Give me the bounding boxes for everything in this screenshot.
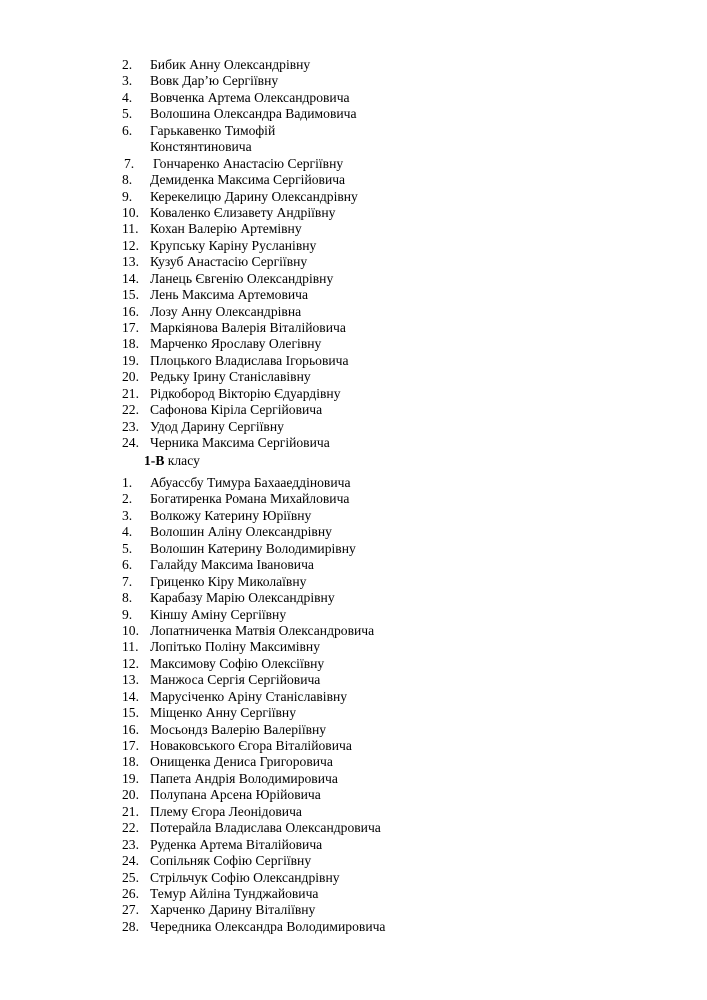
- student-name: Кохан Валерію Артемівну: [150, 221, 302, 237]
- list-item-number: 6.: [122, 557, 133, 573]
- student-name: Папета Андрія Володимировича: [150, 770, 338, 786]
- list-item-number: 13.: [122, 672, 139, 688]
- list-item-number: 1.: [122, 475, 133, 490]
- student-name: Кузуб Анастасію Сергіївну: [150, 254, 308, 270]
- student-name: Волошина Олександра Вадимовича: [150, 106, 357, 122]
- student-name: Абуассбу Тимура Бахааеддіновича: [150, 475, 351, 490]
- list-item-number: 27.: [122, 902, 139, 918]
- student-name: Рідкобород Вікторію Єдуардівну: [150, 385, 341, 401]
- list-item-number: 7.: [122, 573, 133, 589]
- list-item-number: 15.: [122, 705, 139, 721]
- student-name: Манжоса Сергія Сергійовича: [150, 672, 321, 688]
- class-heading-label: класу: [164, 453, 200, 468]
- student-name: Вовченка Артема Олександровича: [150, 89, 350, 105]
- list-item-number: 4.: [122, 89, 133, 105]
- list-item-number: 14.: [122, 688, 139, 704]
- student-name: Темур Айліна Тунджайовича: [150, 885, 319, 901]
- list-item-number: 16.: [122, 721, 139, 737]
- student-name: Лень Максима Артемовича: [150, 287, 309, 303]
- student-name: Галайду Максима Івановича: [150, 557, 314, 573]
- list-item-number: 8.: [122, 172, 133, 188]
- list-item-number: 26.: [122, 885, 139, 901]
- list-item-number: 23.: [122, 418, 139, 434]
- list-item-number: 5.: [122, 106, 133, 122]
- student-name: Гончаренко Анастасію Сергіївну: [153, 155, 344, 171]
- student-name: Богатиренка Романа Михайловича: [150, 491, 350, 507]
- list-item-number: 8.: [122, 590, 133, 606]
- student-name: Крупську Каріну Русланівну: [150, 237, 317, 253]
- list-item-number: 15.: [122, 287, 139, 303]
- student-name: Потерайла Владислава Олександровича: [150, 820, 381, 836]
- list-item-number: 17.: [122, 320, 139, 336]
- list-item-number: 3.: [122, 507, 133, 523]
- list-item-number: 22.: [122, 402, 139, 418]
- list-item-number: 18.: [122, 754, 139, 770]
- student-name: Кіншу Аміну Сергіївну: [150, 606, 287, 622]
- list-item-number: 21.: [122, 803, 139, 819]
- student-name: Керекелицю Дарину Олександрівну: [150, 188, 358, 204]
- list-item-number: 10.: [122, 622, 139, 638]
- list-item-number: 12.: [122, 237, 139, 253]
- list-item-number: 19.: [122, 770, 139, 786]
- list-item-number: 11.: [122, 639, 139, 655]
- list-item-number: 20.: [122, 787, 139, 803]
- list-item-number: 11.: [122, 221, 139, 237]
- student-name: Вовк Дар’ю Сергіївну: [150, 73, 279, 89]
- list-item-number: 19.: [122, 352, 139, 368]
- student-name: Лопітько Поліну Максимівну: [150, 639, 321, 655]
- list-item-number: 20.: [122, 369, 139, 385]
- list-item-number: 9.: [122, 188, 133, 204]
- student-name: Волошин Катерину Володимирівну: [150, 540, 356, 556]
- student-name: Гарькавенко Тимофій Констянтиновича: [150, 122, 276, 155]
- student-name: Лопатниченка Матвія Олександровича: [150, 622, 375, 638]
- list-item-number: 28.: [122, 918, 139, 934]
- list-item-number: 14.: [122, 270, 139, 286]
- student-name: Карабазу Марію Олександрівну: [150, 590, 335, 606]
- list-item-number: 9.: [122, 606, 133, 622]
- student-name: Лозу Анну Олександрівна: [150, 303, 302, 319]
- student-name: Марченко Ярославу Олегівну: [150, 336, 322, 352]
- list-item-number: 7.: [124, 155, 135, 171]
- list-item-number: 22.: [122, 820, 139, 836]
- student-name: Руденка Артема Віталійовича: [150, 836, 323, 852]
- student-name: Сопільняк Софію Сергіївну: [150, 853, 312, 869]
- list-item-number: 18.: [122, 336, 139, 352]
- student-name: Ланець Євгенію Олександрівну: [150, 270, 334, 286]
- list-item-number: 16.: [122, 303, 139, 319]
- student-name: Демиденка Максима Сергійовича: [150, 172, 346, 188]
- list-item-number: 10.: [122, 204, 139, 220]
- student-name: Максимову Софію Олексіївну: [150, 655, 325, 671]
- student-name: Волкожу Катерину Юріївну: [150, 507, 312, 523]
- student-name: Волошин Аліну Олександрівну: [150, 524, 332, 540]
- student-name: Маркіянова Валерія Віталійовича: [150, 320, 346, 336]
- list-item-number: 24.: [122, 853, 139, 869]
- student-name: Новаковського Єгора Віталійовича: [150, 738, 352, 753]
- student-name: Плоцького Владислава Ігорьовича: [150, 352, 349, 368]
- list-item-number: 21.: [122, 385, 139, 401]
- list-item-number: 24.: [122, 435, 139, 451]
- student-name: Коваленко Єлизавету Андріївну: [150, 204, 336, 220]
- student-name: Удод Дарину Сергіївну: [150, 418, 284, 434]
- student-name: Марусіченко Аріну Станіславівну: [150, 688, 348, 704]
- list-item-number: 12.: [122, 655, 139, 671]
- student-name: Чередника Олександра Володимировича: [150, 918, 386, 934]
- student-name: Сафонова Кіріла Сергійовича: [150, 402, 323, 418]
- student-name: Полупана Арсена Юрійовича: [150, 787, 321, 803]
- student-name: Плему Єгора Леонідовича: [150, 803, 302, 819]
- list-item-number: 25.: [122, 869, 139, 885]
- list-item-number: 2.: [122, 57, 133, 72]
- student-name: Міщенко Анну Сергіївну: [150, 705, 296, 721]
- class-heading: [144, 453, 200, 469]
- student-name: Гриценко Кіру Миколаївну: [150, 573, 307, 589]
- list-item-number: 23.: [122, 836, 139, 852]
- student-name: Харченко Дарину Віталіївну: [150, 902, 316, 918]
- class-heading-code: 1-В: [144, 453, 165, 468]
- list-item-number: 6.: [122, 122, 133, 138]
- list-item-number: 5.: [122, 540, 133, 556]
- student-name: Редьку Ірину Станіславівну: [150, 369, 311, 385]
- student-name: Черника Максима Сергійовича: [150, 435, 330, 451]
- student-name: Онищенка Дениса Григоровича: [150, 754, 333, 770]
- student-name: Бибик Анну Олександрівну: [150, 57, 311, 72]
- student-name: Мосьондз Валерію Валеріївну: [150, 721, 327, 737]
- student-name: Стрільчук Софію Олександрівну: [150, 869, 340, 885]
- list-item-number: 4.: [122, 524, 133, 540]
- list-item-number: 2.: [122, 491, 133, 507]
- list-item-number: 17.: [122, 738, 139, 753]
- list-item-number: 3.: [122, 73, 133, 89]
- list-item-number: 13.: [122, 254, 139, 270]
